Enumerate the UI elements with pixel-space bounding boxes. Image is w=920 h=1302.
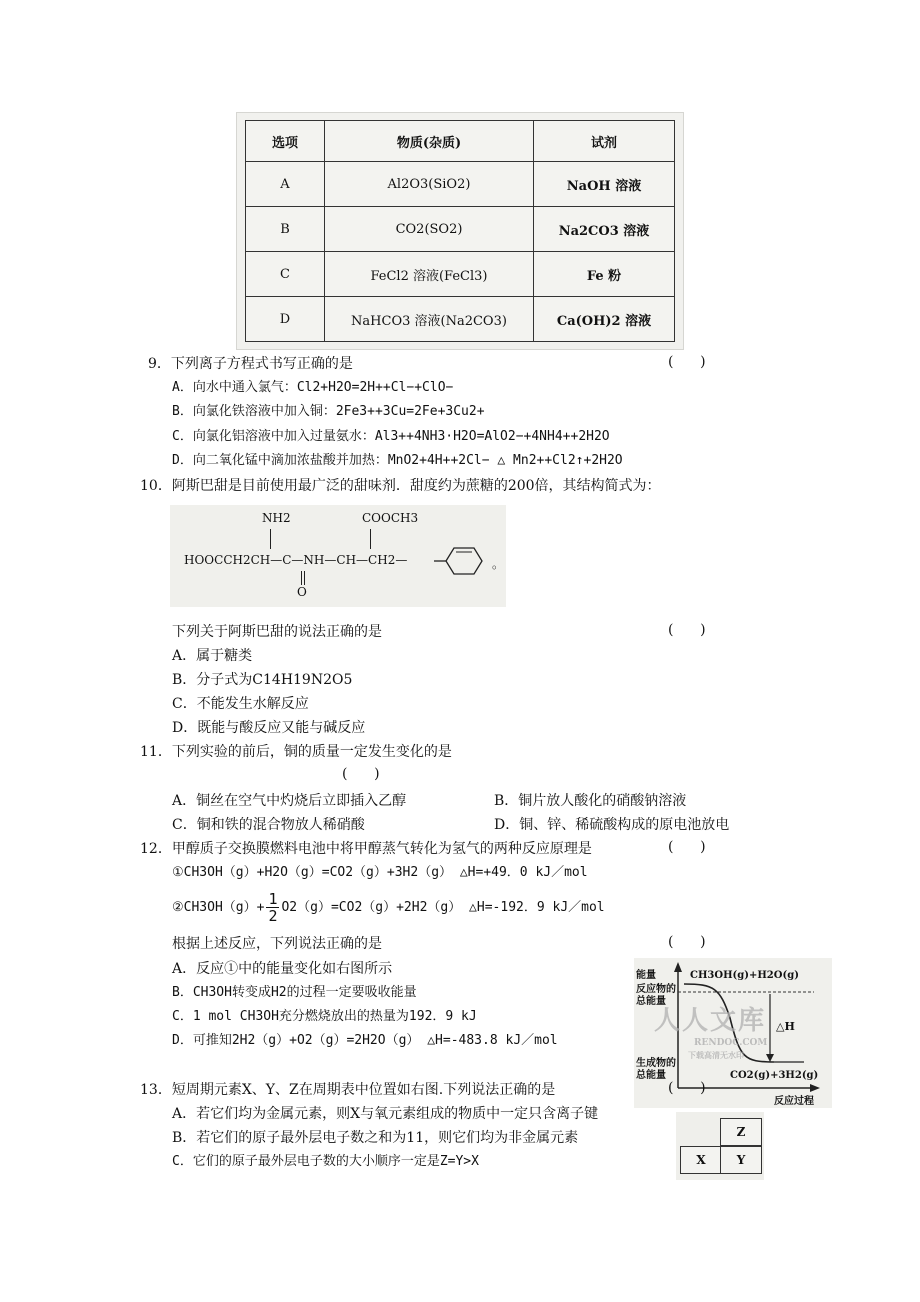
header-substance: 物质(杂质) (325, 121, 534, 162)
row-reagent: NaOH 溶液 (534, 162, 675, 207)
struct-oxygen: O (297, 585, 307, 599)
grid-cell-y: Y (720, 1146, 762, 1174)
q10-option-a: A．属于糖类 (172, 648, 253, 664)
q9-option-b: B．向氯化铁溶液中加入铜：2Fe3++3Cu=2Fe+3Cu2+ (172, 404, 485, 419)
q11-option-a: A．铜丝在空气中灼烧后立即插入乙醇 (172, 793, 407, 809)
q10-option-b: B．分子式为C14H19N2O5 (172, 672, 353, 688)
q12-option-b: B．CH3OH转变成H2的过程一定要吸收能量 (172, 985, 417, 1000)
row-reagent: Na2CO3 溶液 (534, 207, 675, 252)
row-substance: CO2(SO2) (325, 207, 534, 252)
row-option: D (246, 297, 325, 342)
q9-stem: 9．下列离子方程式书写正确的是 (148, 356, 353, 372)
struct-period: 。 (492, 557, 505, 571)
row-substance: NaHCO3 溶液(Na2CO3) (325, 297, 534, 342)
diagram-reactant-label-2: 总能量 (636, 996, 666, 1007)
periodic-position-grid (676, 1112, 764, 1180)
struct-cooch3: COOCH3 (362, 511, 419, 525)
q12-r2-prefix: ②CH3OH（g）+ (172, 900, 265, 915)
q11-option-d: D．铜、锌、稀硫酸构成的原电池放电 (494, 817, 730, 833)
table-row (246, 207, 675, 252)
q9-option-c: C．向氯化铝溶液中加入过量氨水：Al3++4NH3·H2O=AlO2−+4NH4++2H2O (172, 429, 610, 444)
diagram-reactants: CH3OH(g)+H2O(g) (690, 970, 799, 981)
diagram-product-label-2: 总能量 (636, 1070, 666, 1081)
bond-line (304, 571, 305, 585)
row-substance: Al2O3(SiO2) (325, 162, 534, 207)
row-option: A (246, 162, 325, 207)
bond-line (370, 529, 371, 549)
q10-option-c: C．不能发生水解反应 (172, 696, 309, 712)
energy-diagram (634, 958, 832, 1108)
diagram-x-label: 反应过程 (774, 1096, 814, 1107)
grid-cell-z: Z (720, 1118, 762, 1146)
q13-option-c: C．它们的原子最外层电子数的大小顺序一定是Z=Y>X (172, 1154, 479, 1169)
q9-answer-paren: ( ) (668, 354, 706, 370)
fraction-numerator: 1 (268, 890, 278, 908)
benzene-ring-icon (434, 545, 490, 577)
q13-option-b: B．若它们的原子最外层电子数之和为11，则它们均为非金属元素 (172, 1130, 579, 1146)
fraction-denominator: 2 (268, 907, 278, 925)
header-option: 选项 (246, 121, 325, 162)
q12-r2-suffix: O2（g）=CO2（g）+2H2（g） △H=-192．9 kJ／mol (281, 900, 605, 915)
watermark-logo: 人人文库 (654, 1006, 767, 1036)
row-reagent: Ca(OH)2 溶液 (534, 297, 675, 342)
q12-option-c: C．1 mol CH3OH充分燃烧放出的热量为192．9 kJ (172, 1009, 477, 1024)
row-option: C (246, 252, 325, 297)
row-option: B (246, 207, 325, 252)
q11-option-b: B．铜片放人酸化的硝酸钠溶液 (494, 793, 687, 809)
q11-stem: 11．下列实验的前后，铜的质量一定发生变化的是 (140, 744, 452, 760)
grid-cell-x: X (680, 1146, 722, 1174)
row-reagent: Fe 粉 (534, 252, 675, 297)
q12-stem: 12．甲醇质子交换膜燃料电池中将甲醇蒸气转化为氢气的两种反应原理是 (140, 841, 592, 857)
q12-option-d: D．可推知2H2（g）+O2（g）=2H2O（g） △H=-483.8 kJ／mol (172, 1033, 558, 1048)
q12-reaction-2 (172, 890, 605, 926)
watermark-url: RENDOC.COM (694, 1038, 768, 1048)
diagram-y-label: 能量 (636, 970, 656, 981)
table-row (246, 162, 675, 207)
q11-answer-paren: ( ) (342, 766, 380, 782)
q13-option-a: A．若它们均为金属元素，则X与氧元素组成的物质中一定只含离子键 (172, 1106, 599, 1122)
q11-option-c: C．铜和铁的混合物放人稀硝酸 (172, 817, 365, 833)
q12-answer-paren: ( ) (668, 839, 706, 855)
diagram-reactant-label-1: 反应物的 (636, 984, 676, 995)
bond-line (301, 571, 302, 585)
q13-stem: 13．短周期元素X、Y、Z在周期表中位置如右图.下列说法正确的是 (140, 1082, 556, 1098)
table-row (246, 297, 675, 342)
q9-option-d: D．向二氧化锰中滴加浓盐酸并加热：MnO2+4H++2Cl− △ Mn2++Cl2↑+2H2O (172, 453, 623, 468)
q12-option-a: A．反应①中的能量变化如右图所示 (172, 961, 393, 977)
table-row (246, 252, 675, 297)
diagram-products: CO2(g)+3H2(g) (730, 1070, 819, 1081)
table-header-row (246, 121, 675, 162)
aspartame-structure-image (170, 505, 506, 607)
q12-reaction-1: ①CH3OH（g）+H2O（g）=CO2（g）+3H2（g） △H=+49．0 kJ／mol (172, 865, 588, 880)
header-reagent: 试剂 (534, 121, 675, 162)
struct-nh2: NH2 (262, 511, 291, 525)
q10-option-d: D．既能与酸反应又能与碱反应 (172, 720, 366, 736)
q10-answer-paren: ( ) (668, 622, 706, 638)
q10-sub-stem: 下列关于阿斯巴甜的说法正确的是 (172, 624, 382, 640)
q12-sub-stem: 根据上述反应，下列说法正确的是 (172, 936, 382, 952)
bond-line (270, 529, 271, 549)
q9-option-a: A．向水中通入氯气：Cl2+H2O=2H++Cl−+ClO− (172, 380, 454, 395)
purification-table (245, 120, 675, 342)
struct-main-chain: HOOCCH2CH—C—NH—CH—CH2— (184, 553, 408, 567)
watermark-subtext: 下载高清无水印 (688, 1050, 744, 1060)
q12-sub-answer-paren: ( ) (668, 934, 706, 950)
q13-answer-paren: ( ) (668, 1080, 706, 1096)
row-substance: FeCl2 溶液(FeCl3) (325, 252, 534, 297)
q10-stem: 10．阿斯巴甜是目前使用最广泛的甜味剂．甜度约为蔗糖的200倍，其结构简式为： (140, 478, 661, 494)
diagram-delta-h: △H (776, 1020, 795, 1033)
diagram-product-label-1: 生成物的 (636, 1058, 676, 1069)
one-half-fraction (266, 891, 279, 924)
